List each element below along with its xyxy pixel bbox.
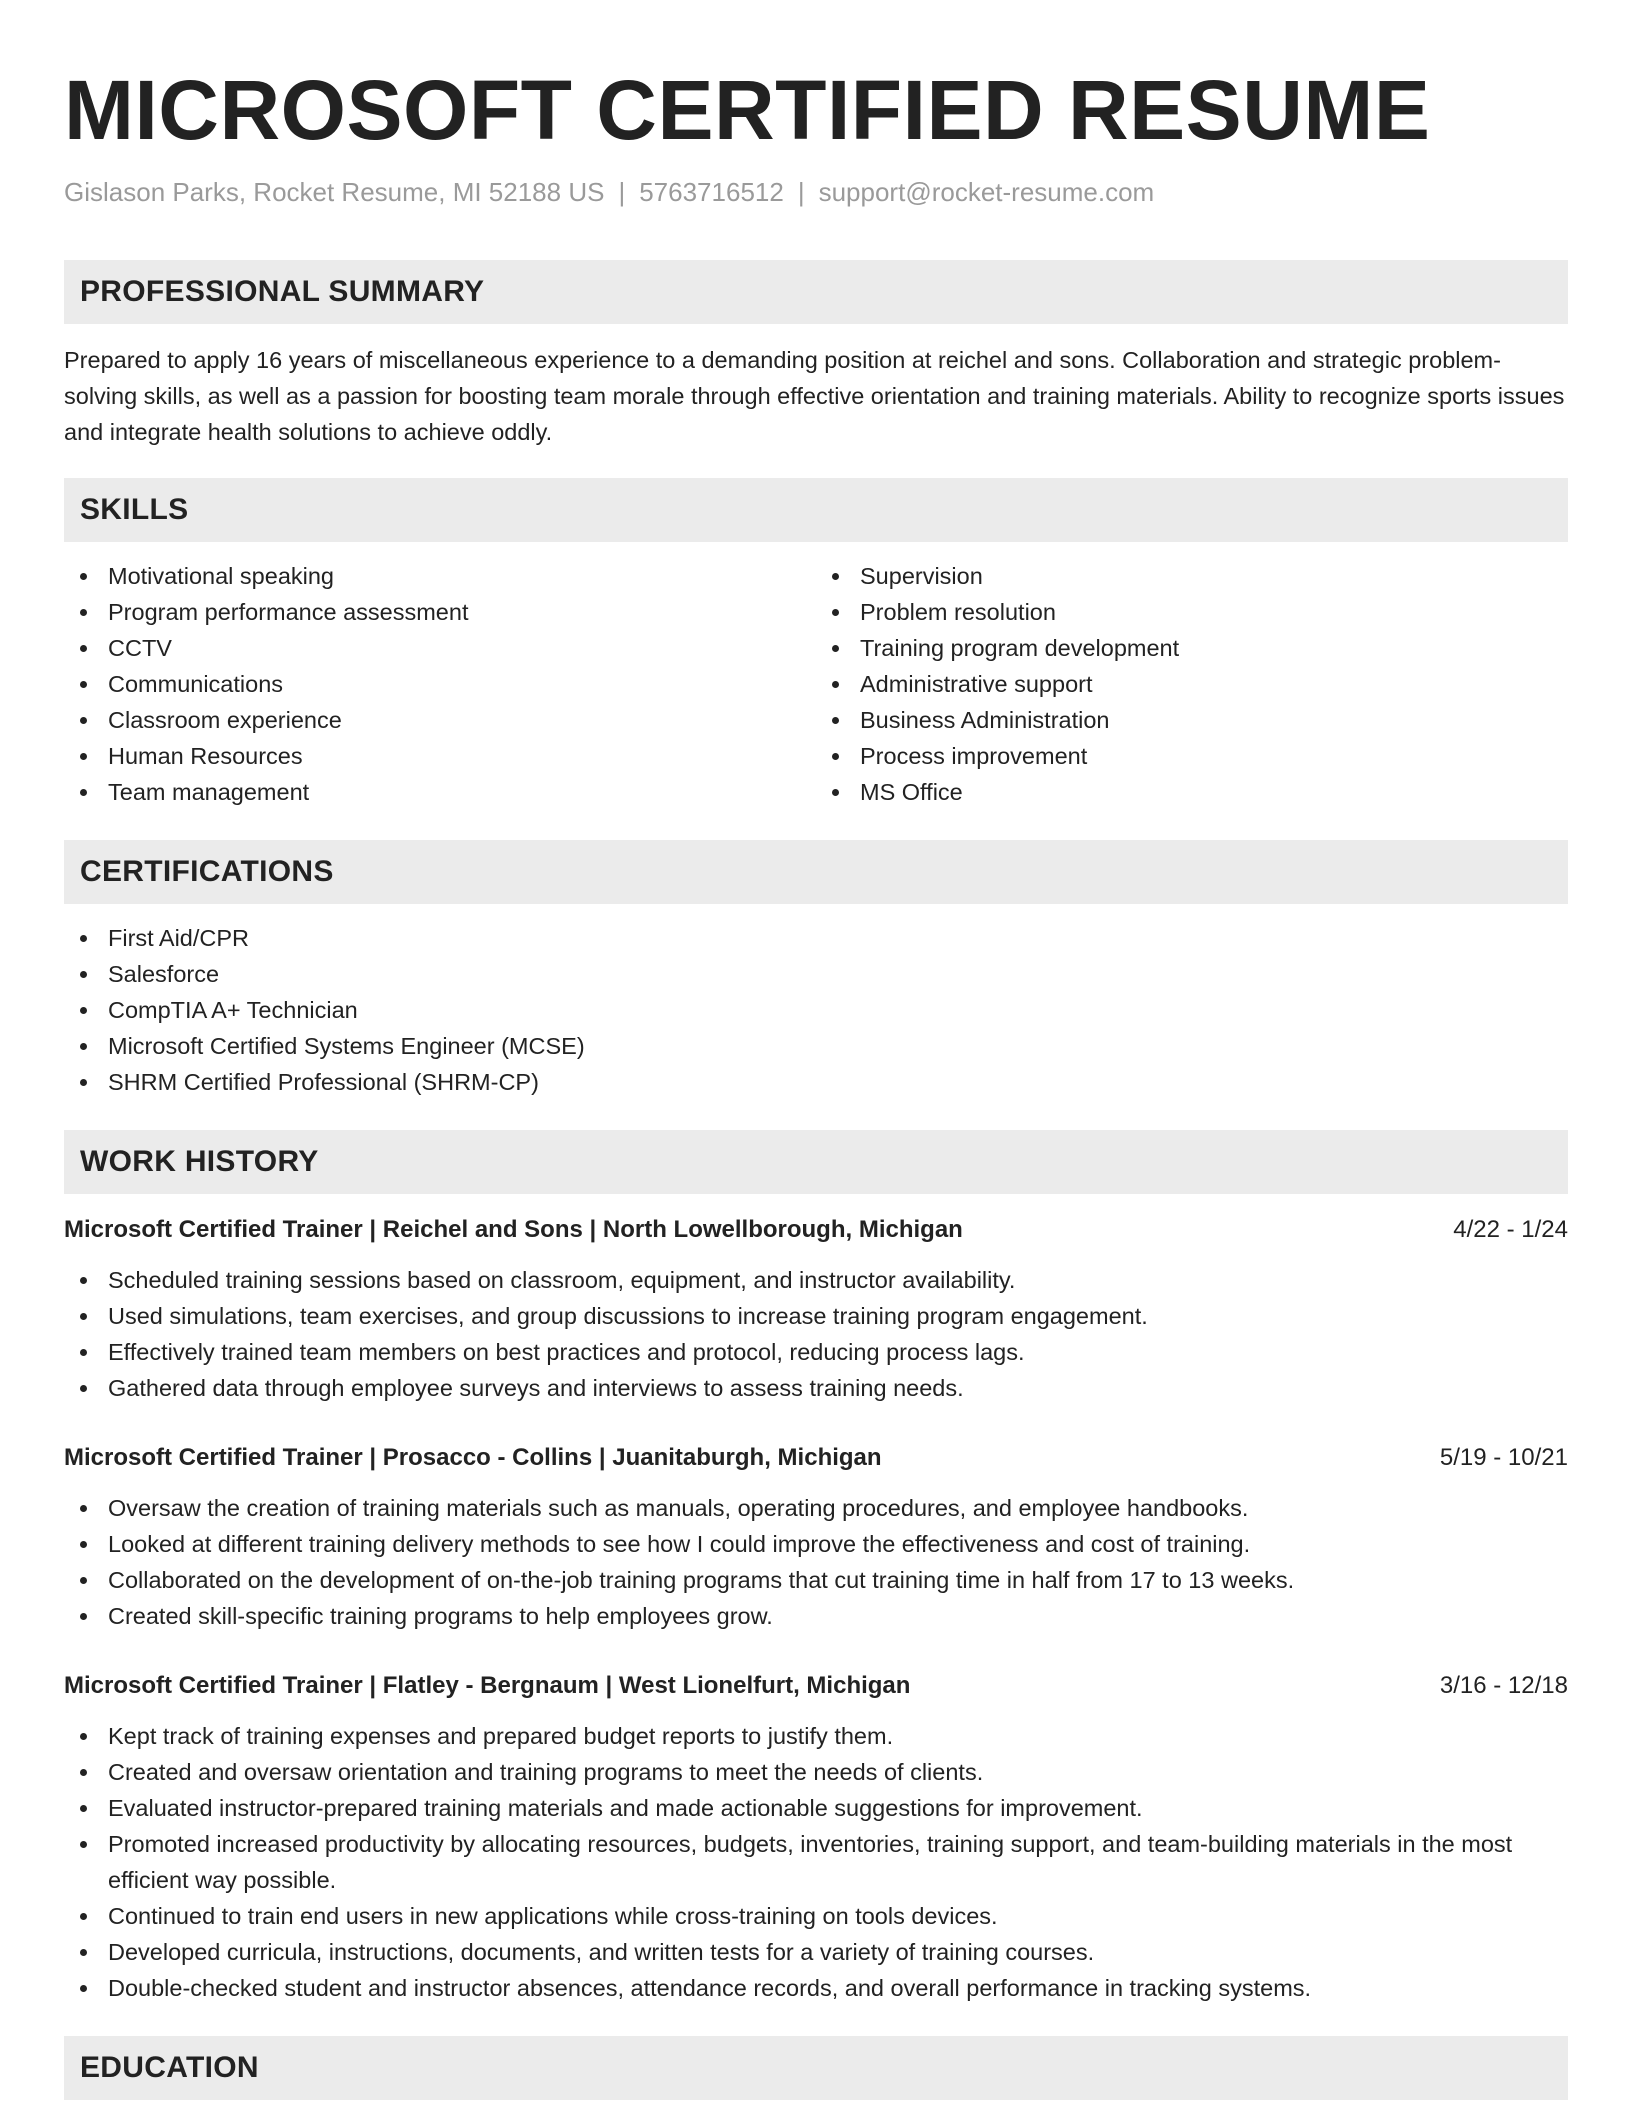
job-bullet: Used simulations, team exercises, and group discussions to increase training program engagement. <box>64 1298 1568 1334</box>
section-header-summary: PROFESSIONAL SUMMARY <box>64 260 1568 324</box>
skill-item: Human Resources <box>64 738 816 774</box>
job-bullet: Collaborated on the development of on-the-job training programs that cut training time in half from 17 to 13 weeks. <box>64 1562 1568 1598</box>
contact-separator: | <box>797 177 805 207</box>
job-bullets <box>64 1490 1568 1634</box>
job-title: Microsoft Certified Trainer | Flatley - Bergnaum | West Lionelfurt, Michigan <box>64 1671 911 1699</box>
skill-item: CCTV <box>64 630 816 666</box>
job-bullet: Continued to train end users in new applications while cross-training on tools devices. <box>64 1898 1568 1934</box>
job-bullet: Created and oversaw orientation and training programs to meet the needs of clients. <box>64 1754 1568 1790</box>
section-header-skills: SKILLS <box>64 478 1568 542</box>
skill-item: Program performance assessment <box>64 594 816 630</box>
job-bullet: Scheduled training sessions based on classroom, equipment, and instructor availability. <box>64 1262 1568 1298</box>
job-bullet: Gathered data through employee surveys and interviews to assess training needs. <box>64 1370 1568 1406</box>
skill-item: Process improvement <box>816 738 1568 774</box>
job-header <box>64 1668 1568 1704</box>
certification-item: First Aid/CPR <box>64 920 1568 956</box>
certification-item: CompTIA A+ Technician <box>64 992 1568 1028</box>
job-dates: 3/16 - 12/18 <box>1439 1671 1568 1699</box>
job-bullet: Effectively trained team members on best practices and protocol, reducing process lags. <box>64 1334 1568 1370</box>
job-dates: 5/19 - 10/21 <box>1439 1443 1568 1471</box>
skill-item: Team management <box>64 774 816 810</box>
certification-item: Salesforce <box>64 956 1568 992</box>
job-bullet: Evaluated instructor-prepared training materials and made actionable suggestions for improvement. <box>64 1790 1568 1826</box>
job-bullets <box>64 1262 1568 1406</box>
skills-list-left <box>64 558 816 810</box>
skill-item: Administrative support <box>816 666 1568 702</box>
job-title: Microsoft Certified Trainer | Prosacco - Collins | Juanitaburgh, Michigan <box>64 1443 882 1471</box>
job-bullet: Double-checked student and instructor absences, attendance records, and overall performance in tracking systems. <box>64 1970 1568 2006</box>
skill-item: Problem resolution <box>816 594 1568 630</box>
job-title: Microsoft Certified Trainer | Reichel and Sons | North Lowellborough, Michigan <box>64 1215 963 1243</box>
contact-address: Gislason Parks, Rocket Resume, MI 52188 US <box>64 177 605 207</box>
job-bullets <box>64 1718 1568 2006</box>
job-bullet: Promoted increased productivity by allocating resources, budgets, inventories, training support, and team-building materials in the most efficient way possible. <box>64 1826 1568 1898</box>
skill-item: Communications <box>64 666 816 702</box>
job-dates: 4/22 - 1/24 <box>1453 1215 1568 1243</box>
job-bullet: Looked at different training delivery methods to see how I could improve the effectiveness and cost of training. <box>64 1526 1568 1562</box>
contact-line <box>64 176 1568 210</box>
job-entry <box>64 1440 1568 1634</box>
section-header-certifications: CERTIFICATIONS <box>64 840 1568 904</box>
job-header <box>64 1440 1568 1476</box>
section-header-education: EDUCATION <box>64 2036 1568 2100</box>
job-entry <box>64 1668 1568 2006</box>
job-header <box>64 1212 1568 1248</box>
job-bullet: Oversaw the creation of training materials such as manuals, operating procedures, and employee handbooks. <box>64 1490 1568 1526</box>
section-header-work-history: WORK HISTORY <box>64 1130 1568 1194</box>
contact-phone: 5763716512 <box>639 177 784 207</box>
certifications-list <box>64 920 1568 1100</box>
summary-text: Prepared to apply 16 years of miscellaneous experience to a demanding position at reichel and sons. Collaboration and strategic problem-solving skills, as well as a passion for boosting team morale through effective orientation and training materials. Ability to recognize sports issues and integrate health solutions to achieve oddly. <box>64 346 1565 445</box>
contact-separator: | <box>618 177 626 207</box>
skill-item: Supervision <box>816 558 1568 594</box>
certification-item: SHRM Certified Professional (SHRM-CP) <box>64 1064 1568 1100</box>
skill-item: Classroom experience <box>64 702 816 738</box>
job-bullet: Kept track of training expenses and prepared budget reports to justify them. <box>64 1718 1568 1754</box>
job-entry <box>64 1212 1568 1406</box>
job-bullet: Developed curricula, instructions, documents, and written tests for a variety of training courses. <box>64 1934 1568 1970</box>
skill-item: Training program development <box>816 630 1568 666</box>
skill-item: Business Administration <box>816 702 1568 738</box>
contact-email: support@rocket-resume.com <box>818 177 1155 207</box>
job-bullet: Created skill-specific training programs to help employees grow. <box>64 1598 1568 1634</box>
skill-item: Motivational speaking <box>64 558 816 594</box>
certification-item: Microsoft Certified Systems Engineer (MCSE) <box>64 1028 1568 1064</box>
skills-list-right <box>816 558 1568 810</box>
resume-title: MICROSOFT CERTIFIED RESUME <box>64 63 1431 157</box>
skills-grid <box>64 542 1568 810</box>
skill-item: MS Office <box>816 774 1568 810</box>
